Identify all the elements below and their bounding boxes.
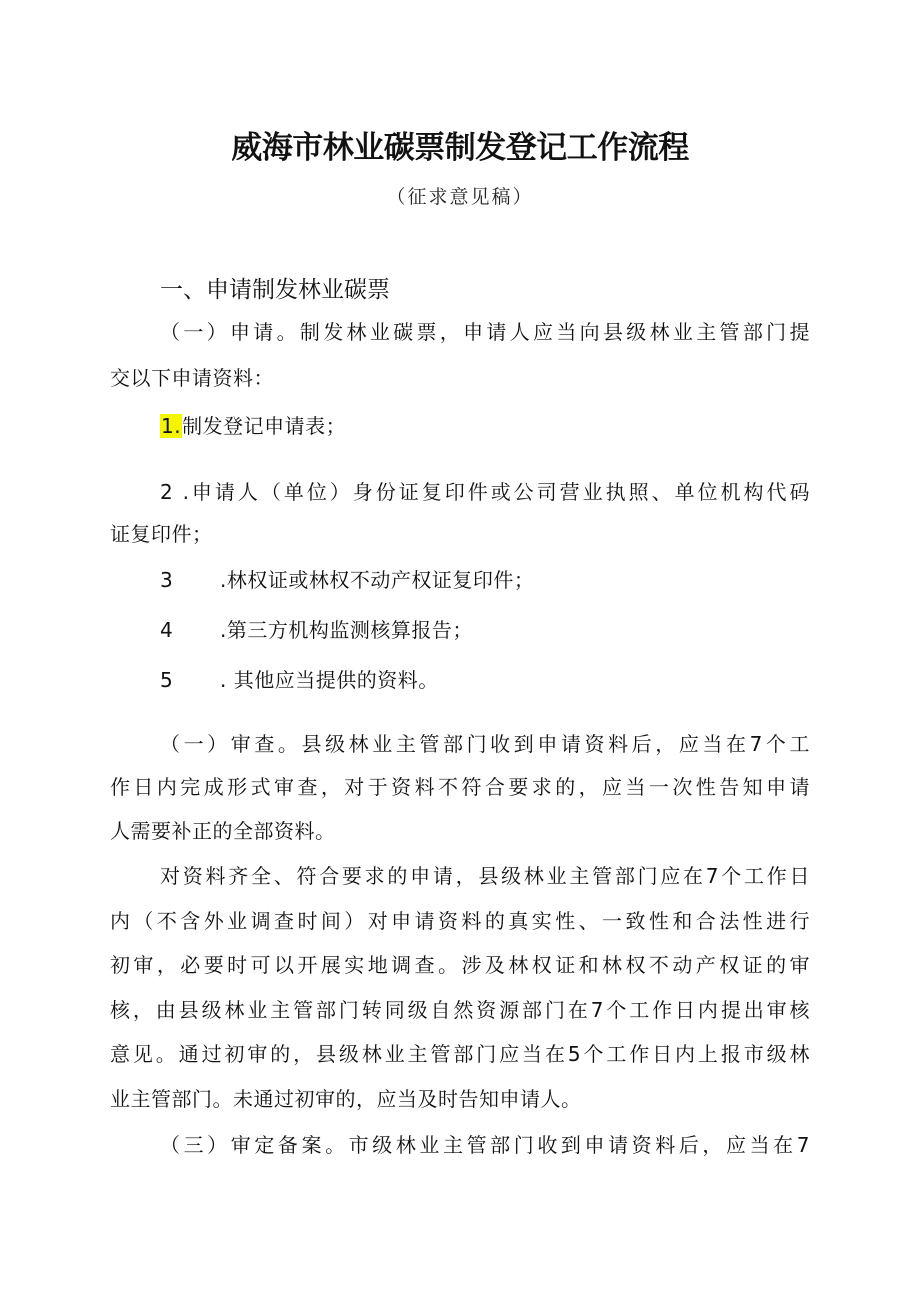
list-item-3 (160, 568, 810, 592)
list-item-5 (160, 668, 810, 692)
document-subtitle: （征求意见稿） (386, 186, 534, 208)
list-item-4-text: .第三方机构监测核算报告； (220, 618, 473, 642)
list-item-1 (160, 414, 810, 438)
list-item-4 (160, 618, 810, 642)
list-item-2-line-2: 证复印件； (110, 522, 213, 546)
paragraph-3-line-2: 内（不含外业调查时间）对申请资料的真实性、一致性和合法性进行 (110, 909, 810, 933)
paragraph-2-line-2: 作日内完成形式审查，对于资料不符合要求的，应当一次性告知申请 (110, 775, 810, 799)
list-item-3-text: .林权证或林权不动产权证复印件； (220, 568, 535, 592)
document-title: 威海市林业碳票制发登记工作流程 (231, 130, 689, 166)
paragraph-2-line-3: 人需要补正的全部资料。 (110, 819, 336, 843)
paragraph-3-line-6: 业主管部门。未通过初审的，应当及时告知申请人。 (110, 1087, 582, 1111)
list-item-5-text: . 其他应当提供的资料。 (220, 668, 439, 692)
list-item-5-number: 5 (160, 668, 174, 692)
paragraph-2-line-1: （一）审查。县级林业主管部门收到申请资料后，应当在7个工 (160, 732, 810, 756)
paragraph-3-line-4: 核，由县级林业主管部门转同级自然资源部门在7个工作日内提出审核 (110, 998, 810, 1022)
highlighted-item-number: 1. (161, 414, 182, 438)
section-heading-1: 一、申请制发林业碳票 (160, 277, 390, 303)
paragraph-3-line-5: 意见。通过初审的，县级林业主管部门应当在5个工作日内上报市级林 (110, 1042, 810, 1066)
paragraph-4-line-1: （三）审定备案。市级林业主管部门收到申请资料后，应当在7 (160, 1133, 810, 1157)
paragraph-3-line-3: 初审，必要时可以开展实地调查。涉及林权证和林权不动产权证的审 (110, 953, 810, 977)
list-item-4-number: 4 (160, 618, 174, 642)
paragraph-3-line-1: 对资料齐全、符合要求的申请，县级林业主管部门应在7个工作日 (160, 864, 810, 888)
list-item-1-text: 制发登记申请表； (182, 414, 347, 438)
paragraph-1-line-1: （一）申请。制发林业碳票，申请人应当向县级林业主管部门提 (160, 320, 810, 344)
list-item-3-number: 3 (160, 568, 174, 592)
paragraph-1-line-2: 交以下申请资料： (110, 366, 274, 390)
list-item-2-line-1: 2 .申请人（单位）身份证复印件或公司营业执照、单位机构代码 (160, 480, 810, 504)
